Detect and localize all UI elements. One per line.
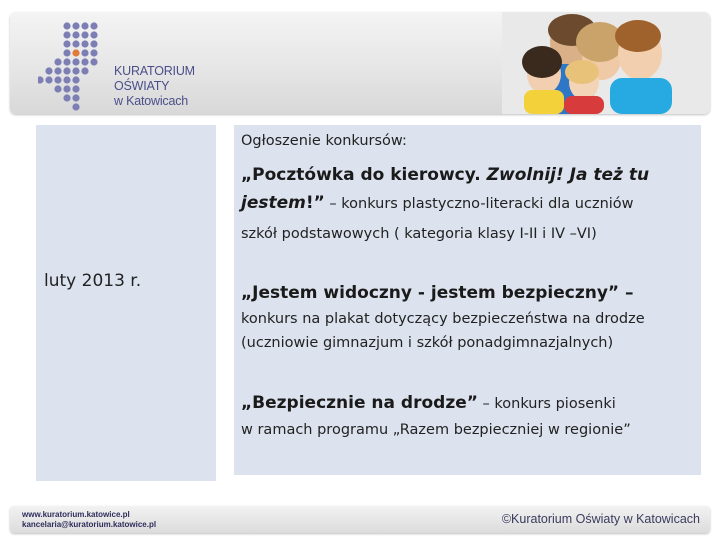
logo-line-2: OŚWIATY — [114, 79, 170, 93]
contest-song-description: – konkurs piosenki — [477, 396, 616, 412]
logo-wordmark — [114, 64, 195, 109]
website-link[interactable]: www.kuratorium.katowice.pl — [22, 510, 130, 519]
contest-postcard — [241, 161, 696, 246]
date-panel — [36, 125, 216, 481]
contest-postcard-title — [241, 161, 696, 218]
contest-poster — [241, 279, 696, 355]
copyright-text: ©Kuratorium Oświaty w Katowicach — [501, 512, 700, 526]
header-banner — [10, 12, 710, 114]
logo-line-3: w Katowicach — [114, 94, 189, 108]
contest-postcard-title-close: !” — [305, 193, 325, 213]
announcement-panel — [234, 125, 701, 475]
contest-postcard-title-italic: Zwolnij! Ja też tu jestem — [241, 165, 650, 213]
footer-contact — [22, 510, 156, 530]
contest-song — [241, 389, 696, 442]
logo-line-1: KURATORIUM — [114, 64, 195, 78]
contest-song-title — [241, 389, 696, 418]
contest-postcard-description: – konkurs plastyczno-literacki dla uczniów — [324, 196, 634, 212]
announcement-intro: Ogłoszenie konkursów: — [241, 133, 407, 149]
email-link[interactable]: kancelaria@kuratorium.katowice.pl — [22, 520, 157, 529]
contest-poster-title: „Jestem widoczny - jestem bezpieczny” – — [241, 283, 634, 303]
contest-postcard-category: szkół podstawowych ( kategoria klasy I-II i IV –VI) — [241, 226, 597, 242]
kuratorium-logo-icon — [38, 20, 108, 114]
date-label: luty 2013 r. — [44, 271, 142, 291]
contest-song-program: w ramach programu „Razem bezpieczniej w regionie” — [241, 422, 631, 438]
children-photo — [502, 12, 710, 114]
contest-poster-description: konkurs na plakat dotyczący bezpieczeństwa na drodze (uczniowie gimnazjum i szkół ponadgimnazjalnych) — [241, 311, 645, 351]
contest-postcard-title-plain: „Pocztówka do kierowcy. — [241, 165, 487, 185]
footer-bar — [10, 506, 710, 533]
contest-song-title-text: „Bezpiecznie na drodze” — [241, 393, 478, 413]
